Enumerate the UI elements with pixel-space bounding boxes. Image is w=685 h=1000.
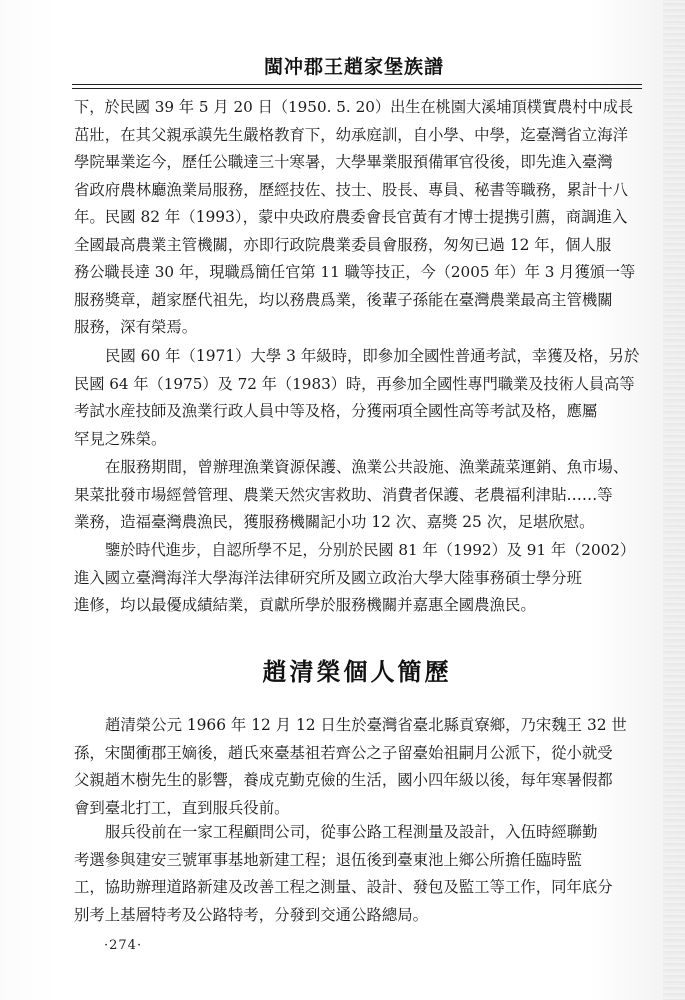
text-line: 在服務期間，曾辦理漁業資源保護、漁業公共設施、漁業蔬菜運銷、魚市場、 xyxy=(105,458,629,476)
text-line: 下，於民國 39 年 5 月 20 日（1950. 5. 20）出生在桃園大溪埔頂樸實農村中成長 xyxy=(74,98,634,116)
text-line: 進入國立臺灣海洋大學海洋法律研究所及國立政治大學大陸事務碩士學分班 xyxy=(74,568,582,587)
text-line: 父親趙木樹先生的影響，養成克勤克儉的生活，國小四年級以後，每年寒暑假都 xyxy=(74,771,613,789)
text-line: 年。民國 82 年（1993），蒙中央政府農委會長官黃有才博士提携引薦，商調進入 xyxy=(74,208,628,226)
page-number: ·274· xyxy=(104,938,143,953)
paragraph-exams xyxy=(74,343,640,453)
text-line: 業務，造福臺灣農漁民，獲服務機關記小功 12 次、嘉獎 25 次，足堪欣慰。 xyxy=(74,513,595,531)
running-header: 閩冲郡王趙家堡族譜 xyxy=(263,56,444,78)
paragraph-career xyxy=(74,94,640,342)
section-heading: 趙清榮個人簡歷 xyxy=(262,657,452,686)
paragraph-biography xyxy=(74,712,640,822)
text-line: 省政府農林廳漁業局服務，歷經技佐、技士、股長、專員、秘書等職務，累計十八 xyxy=(74,180,629,199)
text-line: 考選參與建安三號軍事基地新建工程；退伍後到臺東池上鄉公所擔任臨時監 xyxy=(74,850,582,869)
paragraph-service xyxy=(74,454,640,537)
text-line: 務公職長達 30 年，現職爲簡任官第 11 職等技正，今（2005 年）年 3 月獲頒一等 xyxy=(74,263,636,281)
text-line: 服兵役前在一家工程顧問公司，從事公路工程測量及設計，入伍時經聯勤 xyxy=(105,823,598,841)
text-line: 鑒於時代進步，自認所學不足，分别於民國 81 年（1992）及 91 年（2002） xyxy=(105,541,636,559)
paragraph-study xyxy=(74,537,640,620)
text-line: 果菜批發市場經營管理、農業天然灾害救助、消費者保護、老農福利津貼……等 xyxy=(74,485,613,504)
text-line: 學院畢業迄今，歷任公職達三十寒暑，大學畢業服預備軍官役後，即先進入臺灣 xyxy=(74,153,613,171)
text-line: 茁壯，在其父親承謨先生嚴格教育下，幼承庭訓，自小學、中學，迄臺灣省立海洋 xyxy=(74,125,629,144)
text-line: 考試水産技師及漁業行政人員中等及格，分獲兩項全國性高等考試及格，應屬 xyxy=(74,402,598,420)
text-line: 工，協助辦理道路新建及改善工程之測量、設計、發包及監工等工作，同年底分 xyxy=(74,878,613,896)
text-line: 民國 60 年（1971）大學 3 年級時，即參加全國性普通考試，幸獲及格，另於 xyxy=(105,347,640,365)
text-line: 服務，深有榮焉。 xyxy=(74,318,198,336)
text-line: 别考上基層特考及公路特考，分發到交通公路總局。 xyxy=(74,905,428,924)
text-line: 進修，均以最優成績結業，貢獻所學於服務機關并嘉惠全國農漁民。 xyxy=(74,596,536,614)
text-line: 民國 64 年（1975）及 72 年（1983）時，再參加全國性專門職業及技術人員高等 xyxy=(74,374,635,393)
text-line: 趙清榮公元 1966 年 12 月 12 日生於臺灣省臺北縣貢寮鄉，乃宋魏王 32 世 xyxy=(105,716,627,734)
text-line: 孫，宋閩衝郡王嫡後，趙氏來臺基祖若齊公之子留臺始祖嗣月公派下，從小就受 xyxy=(74,743,613,762)
paragraph-military xyxy=(74,819,640,929)
scan-edge-shadow xyxy=(663,0,685,1000)
header-rule xyxy=(72,84,642,85)
text-line: 服務獎章，趙家歷代祖先，均以務農爲業，後輩子孫能在臺灣農業最高主管機關 xyxy=(74,290,613,309)
text-line: 全國最高農業主管機關，亦即行政院農業委員會服務，匆匆已過 12 年，個人服 xyxy=(74,235,612,254)
header-rule-thin xyxy=(72,88,642,89)
text-line: 罕見之殊榮。 xyxy=(74,429,167,448)
text-line: 會到臺北打工，直到服兵役前。 xyxy=(74,798,290,817)
